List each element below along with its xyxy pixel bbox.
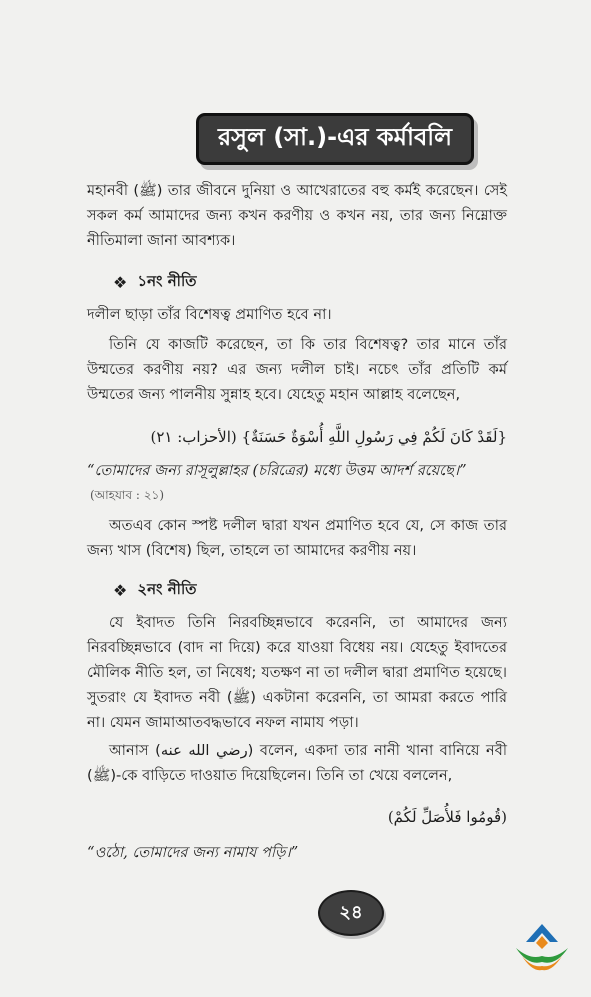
rule-2-arabic-hadith: (قُومُوا فَلأُصَلِّ لَكُمْ) <box>387 808 507 826</box>
rule-1-paragraph-1: দলীল ছাড়া তাঁর বিশেষত্ব প্রমাণিত হবে না। <box>87 306 332 323</box>
rule-2-heading <box>113 578 197 603</box>
rule-2-paragraph-2: আনাস (رضي الله عنه) বলেন, একদা তার নানী খানা বানিয়ে নবী (ﷺ)-কে বাড়িতে দাওয়াত দিয়েছিলেন। তিনি তা খেয়ে বললেন, <box>87 742 507 784</box>
rule-1-reference: (আহযাব : ২১) <box>90 488 164 502</box>
rule-1-translation: “তোমাদের জন্য রাসূলুল্লাহর (চরিত্রের) মধ্যে উত্তম আদর্শ রয়েছে।” <box>87 462 467 479</box>
rule-1-title: ১নং নীতি <box>137 272 197 290</box>
intro-paragraph: মহানবী (ﷺ) তার জীবনে দুনিয়া ও আখেরাতের বহু কর্মই করেছেন। সেই সকল কর্ম আমাদের জন্য কখন করণীয় ও কখন নয়, তার জন্য নিম্নোক্ত নীতিমালা জানা আবশ্যক। <box>87 182 507 249</box>
page-number: ২৪ <box>339 901 363 923</box>
publisher-logo-icon <box>512 920 572 972</box>
diamond-bullet-icon: ❖ <box>113 273 128 292</box>
chapter-title: রসুল (সা.)-এর কর্মাবলি <box>217 123 453 151</box>
diamond-bullet-icon: ❖ <box>113 581 128 600</box>
rule-1-heading <box>113 270 197 295</box>
rule-2-title: ২নং নীতি <box>137 580 197 598</box>
rule-1-arabic-verse: {لَقَدْ كَانَ لَكُمْ فِي رَسُولِ اللَّهِ أُسْوَةٌ حَسَنَةٌ} (الأحزاب: ٢١) <box>150 428 507 446</box>
rule-2-paragraph-1: যে ইবাদত তিনি নিরবচ্ছিন্নভাবে করেননি, তা আমাদের জন্য নিরবচ্ছিন্নভাবে (বাদ না দিয়ে) করে যাওয়া বিধেয় নয়। যেহেতু ইবাদতের মৌলিক নীতি হল, তা নিষেধ; যতক্ষণ না তা দলীল দ্বারা প্রমাণিত হয়েছে। সুতরাং যে ইবাদত নবী (ﷺ) একটানা করেননি, তা আমরা করতে পারি না। যেমন জামাআতবদ্ধভাবে নফল নামায পড়া। <box>87 614 508 731</box>
rule-2-translation: “ওঠো, তোমাদের জন্য নামায পড়ি।” <box>87 844 299 861</box>
chapter-title-box <box>196 113 474 165</box>
page-number-badge <box>318 890 384 936</box>
rule-1-paragraph-3: অতএব কোন স্পষ্ট দলীল দ্বারা যখন প্রমাণিত হবে যে, সে কাজ তার জন্য খাস (বিশেষ) ছিল, তাহলে তা আমাদের করণীয় নয়। <box>87 517 507 559</box>
rule-1-paragraph-2: তিনি যে কাজটি করেছেন, তা কি তার বিশেষত্ব? তার মানে তাঁর উম্মতের করণীয় নয়? এর জন্য দলীল চাই। নচেৎ তাঁর প্রতিটি কর্ম উম্মতের জন্য পালনীয় সুন্নাহ হবে। যেহেতু মহান আল্লাহ বলেছেন, <box>87 336 507 403</box>
